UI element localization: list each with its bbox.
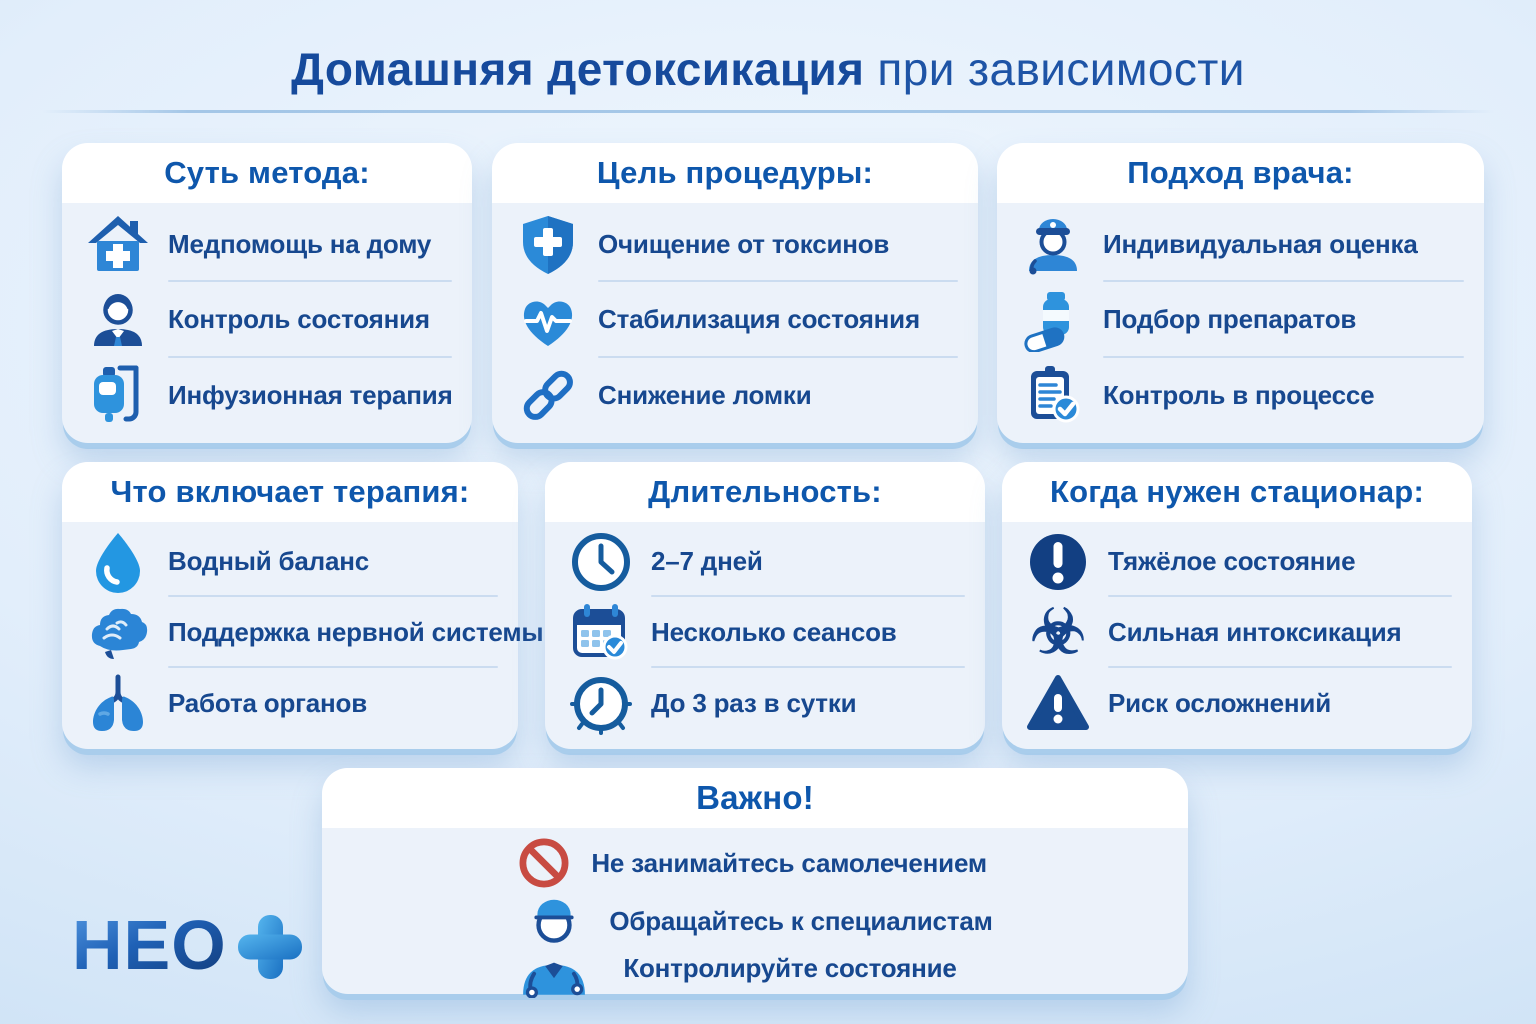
house-cross-icon [86, 213, 150, 277]
clipboard-check-icon [1021, 363, 1085, 427]
list-item [86, 358, 454, 433]
list-item [86, 282, 454, 357]
list-item [517, 836, 992, 890]
biohazard-icon [1026, 597, 1090, 667]
card-approach-body [997, 203, 1484, 443]
card-goal [492, 143, 978, 443]
item-label: Не занимайтесь самолечением [591, 847, 987, 878]
card-hospital-body [1002, 522, 1472, 749]
item-label: Несколько сеансов [651, 617, 897, 647]
doctor-cap-icon [1021, 213, 1085, 277]
card-hospital [1002, 462, 1472, 749]
iv-bag-icon [86, 363, 150, 427]
item-label: Стабилизация состояния [598, 304, 920, 335]
list-item [516, 358, 960, 433]
card-therapy [62, 462, 544, 749]
chain-icon [516, 363, 580, 427]
list-item [1026, 597, 1454, 668]
card-hospital-title: Когда нужен стационар: [1002, 462, 1472, 522]
calendar-check-icon [569, 601, 633, 665]
item-label: Сильная интоксикация [1108, 617, 1402, 647]
card-method-title: Суть метода: [62, 143, 472, 203]
list-item [516, 207, 960, 282]
brand-logo [72, 903, 314, 992]
item-label: Поддержка нервной системы [168, 617, 544, 647]
item-label: До 3 раз в сутки [651, 688, 857, 718]
list-item [86, 526, 500, 597]
card-important [322, 768, 1188, 994]
list-item [86, 597, 544, 668]
brain-icon [86, 601, 150, 665]
page-title-regular: при зависимости [877, 43, 1245, 95]
list-item [569, 597, 967, 668]
card-method-body [62, 203, 472, 443]
item-label: 2–7 дней [651, 546, 763, 576]
important-content [517, 836, 992, 998]
card-method [62, 143, 472, 443]
heart-pulse-icon [516, 288, 580, 352]
clock-icon [569, 530, 633, 594]
item-label: Подбор препаратов [1103, 304, 1357, 335]
item-label: Контроль состояния [168, 304, 430, 335]
list-item [569, 668, 967, 739]
doctor-icon [86, 288, 150, 352]
item-label: Медпомощь на дому [168, 229, 432, 260]
list-item [569, 526, 967, 597]
card-important-title: Важно! [322, 768, 1188, 828]
card-duration-body [545, 522, 985, 749]
list-item [1021, 282, 1466, 357]
list-item [1021, 207, 1466, 282]
card-goal-body [492, 203, 978, 443]
title-divider [42, 110, 1494, 113]
card-approach [997, 143, 1484, 443]
item-label: Обращайтесь к специалистам [609, 906, 993, 936]
card-therapy-title: Что включает терапия: [62, 462, 518, 522]
item-label: Очищение от токсинов [598, 229, 890, 260]
biohazard-glyph: ☣ [1030, 597, 1086, 667]
item-label: Снижение ломки [598, 379, 812, 410]
important-lines [609, 906, 992, 984]
surgeon-icon [517, 892, 591, 998]
item-label: Работа органов [168, 688, 367, 718]
item-label: Тяжёлое состояние [1108, 546, 1356, 576]
item-label: Контролируйте состояние [623, 953, 957, 983]
card-approach-title: Подход врача: [997, 143, 1484, 203]
list-item [1026, 526, 1454, 597]
lungs-icon [86, 672, 150, 736]
medication-icon [1021, 288, 1085, 352]
warning-triangle-icon [1026, 672, 1090, 736]
exclamation-circle-icon [1026, 530, 1090, 594]
alarm-clock-icon [569, 672, 633, 736]
water-drop-icon [86, 530, 150, 594]
list-item [86, 207, 454, 282]
plus-icon [238, 915, 302, 979]
card-goal-title: Цель процедуры: [492, 143, 978, 203]
prohibition-icon [517, 836, 571, 890]
card-important-body [322, 828, 1188, 1012]
item-label: Индивидуальная оценка [1103, 229, 1418, 260]
page-title-bold: Домашняя детоксикация [291, 43, 865, 95]
list-item [1026, 668, 1454, 739]
list-item [516, 282, 960, 357]
item-label: Риск осложнений [1108, 688, 1332, 718]
page-title [0, 42, 1536, 96]
list-item [86, 668, 500, 739]
item-label: Инфузионная терапия [168, 379, 453, 410]
item-label: Водный баланс [168, 546, 369, 576]
shield-cross-icon [516, 213, 580, 277]
item-label: Контроль в процессе [1103, 379, 1375, 410]
card-duration [545, 462, 985, 749]
list-item [1021, 358, 1466, 433]
card-duration-title: Длительность: [545, 462, 985, 522]
card-therapy-body [62, 522, 544, 749]
logo-text: НЕО [72, 906, 227, 984]
important-group [517, 892, 992, 998]
